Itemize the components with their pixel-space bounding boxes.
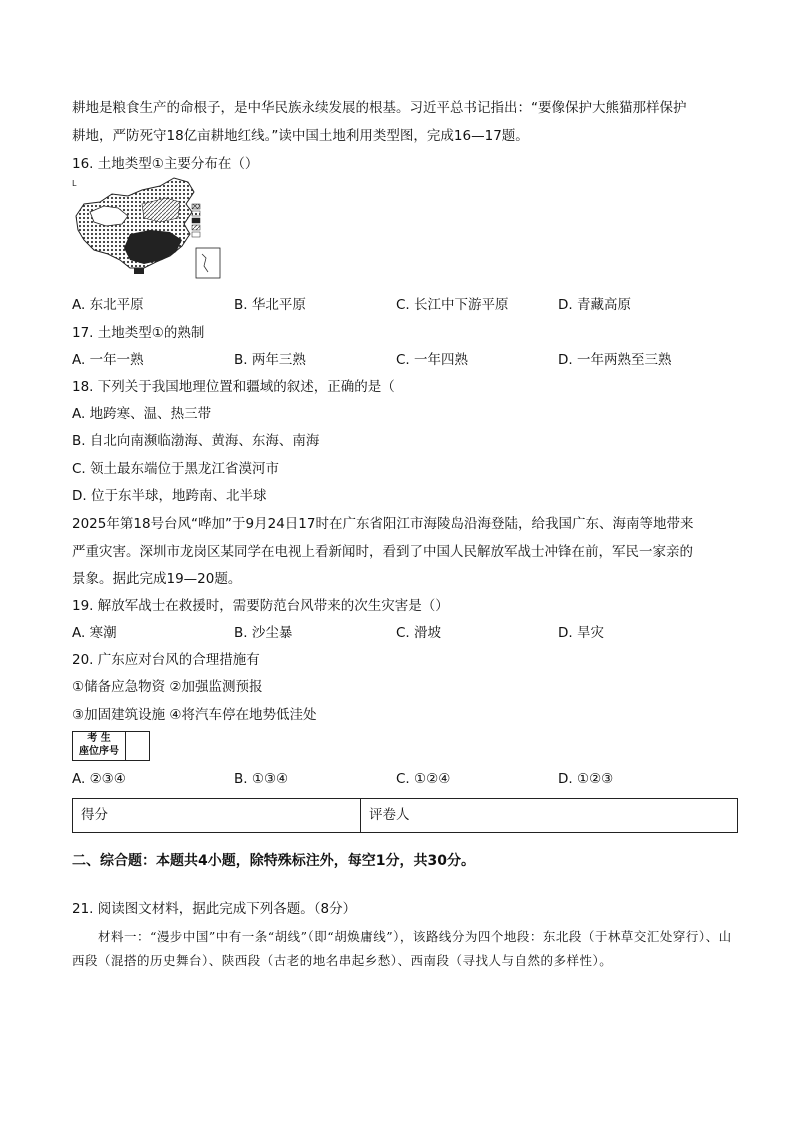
seat-number-box [72, 731, 150, 761]
grader-cell[interactable]: 评卷人 [369, 807, 410, 823]
intro-line-2: 耕地，严防死守18亿亩耕地红线。”读中国土地利用类型图，完成16—17题。 [72, 128, 529, 144]
q19-option-b[interactable]: B. 沙尘暴 [234, 625, 293, 641]
q20-stem: 20. 广东应对台风的合理措施有 [72, 652, 260, 668]
seat-label-line-2: 座位序号 [79, 746, 119, 757]
q20-option-a[interactable]: A. ②③④ [72, 771, 126, 787]
typhoon-line-3: 景象。据此完成19—20题。 [72, 571, 242, 587]
q17-stem: 17. 土地类型①的熟制 [72, 325, 205, 341]
q20-option-d[interactable]: D. ①②③ [558, 771, 614, 787]
q17-options [72, 348, 732, 368]
q16-option-b[interactable]: B. 华北平原 [234, 297, 306, 313]
q19-option-c[interactable]: C. 滑坡 [396, 625, 442, 641]
q19-options [72, 621, 732, 641]
map-legend [192, 204, 200, 237]
q18-option-b[interactable]: B. 自北向南濒临渤海、黄海、东海、南海 [72, 433, 320, 449]
q18-stem: 18. 下列关于我国地理位置和疆域的叙述，正确的是（ [72, 379, 395, 395]
q18-option-a[interactable]: A. 地跨寒、温、热三带 [72, 406, 212, 422]
score-table [72, 798, 738, 833]
q21-material-1 [72, 925, 732, 973]
q16-option-c[interactable]: C. 长江中下游平原 [396, 297, 509, 313]
q17-option-c[interactable]: C. 一年四熟 [396, 352, 469, 368]
typhoon-line-1: 2025年第18号台风“哗加”于9月24日17时在广东省阳江市海陵岛沿海登陆，给我国广东、海南等地带来 [72, 516, 694, 532]
q20-item-line-2: ③加固建筑设施 ④将汽车停在地势低洼处 [72, 707, 317, 723]
q16-stem: 16. 土地类型①主要分布在（） [72, 156, 259, 172]
section-2-title: 二、综合题：本题共4小题，除特殊标注外，每空1分，共30分。 [72, 853, 475, 869]
q19-option-a[interactable]: A. 寒潮 [72, 625, 117, 641]
china-land-use-map [70, 176, 222, 280]
q16-options [72, 293, 732, 313]
region-east [124, 230, 182, 264]
south-sea-inset [196, 248, 220, 278]
q18-option-d[interactable]: D. 位于东半球，地跨南、北半球 [72, 488, 267, 504]
q20-options [72, 771, 732, 791]
q20-option-c[interactable]: C. ①②④ [396, 771, 451, 787]
q17-option-b[interactable]: B. 两年三熟 [234, 352, 306, 368]
seat-label-line-1: 考 生 [87, 733, 111, 744]
q21-stem: 21. 阅读图文材料，据此完成下列各题。（8分） [72, 901, 357, 917]
q19-stem: 19. 解放军战士在救援时，需要防范台风带来的次生灾害是（） [72, 598, 449, 614]
q17-option-d[interactable]: D. 一年两熟至三熟 [558, 352, 672, 368]
q17-option-a[interactable]: A. 一年一熟 [72, 352, 144, 368]
q16-option-a[interactable]: A. 东北平原 [72, 297, 144, 313]
seat-number-label [73, 732, 126, 760]
q19-option-d[interactable]: D. 旱灾 [558, 625, 604, 641]
q21-material-text: 材料一：“漫步中国”中有一条“胡线”（即“胡焕庸线”），该路线分为四个地段：东北段（于林草交汇处穿行）、山西段（混搭的历史舞台）、陕西段（古老的地名串起乡愁）、西南段（寻找人与自然的多样性）。 [72, 929, 732, 968]
intro-line-1: 耕地是粮食生产的命根子，是中华民族永续发展的根基。习近平总书记指出：“要像保护大熊猫那样保护 [72, 100, 687, 116]
q20-item-line-1: ①储备应急物资 ②加强监测预报 [72, 679, 263, 695]
q16-option-d[interactable]: D. 青藏高原 [558, 297, 631, 313]
q20-option-b[interactable]: B. ①③④ [234, 771, 289, 787]
q18-option-c[interactable]: C. 领土最东端位于黑龙江省漠河市 [72, 461, 280, 477]
typhoon-line-2: 严重灾害。深圳市龙岗区某同学在电视上看新闻时，看到了中国人民解放军战士冲锋在前，军民一家亲的 [72, 544, 693, 560]
svg-text:L: L [72, 179, 77, 188]
score-cell[interactable]: 得分 [73, 799, 361, 832]
